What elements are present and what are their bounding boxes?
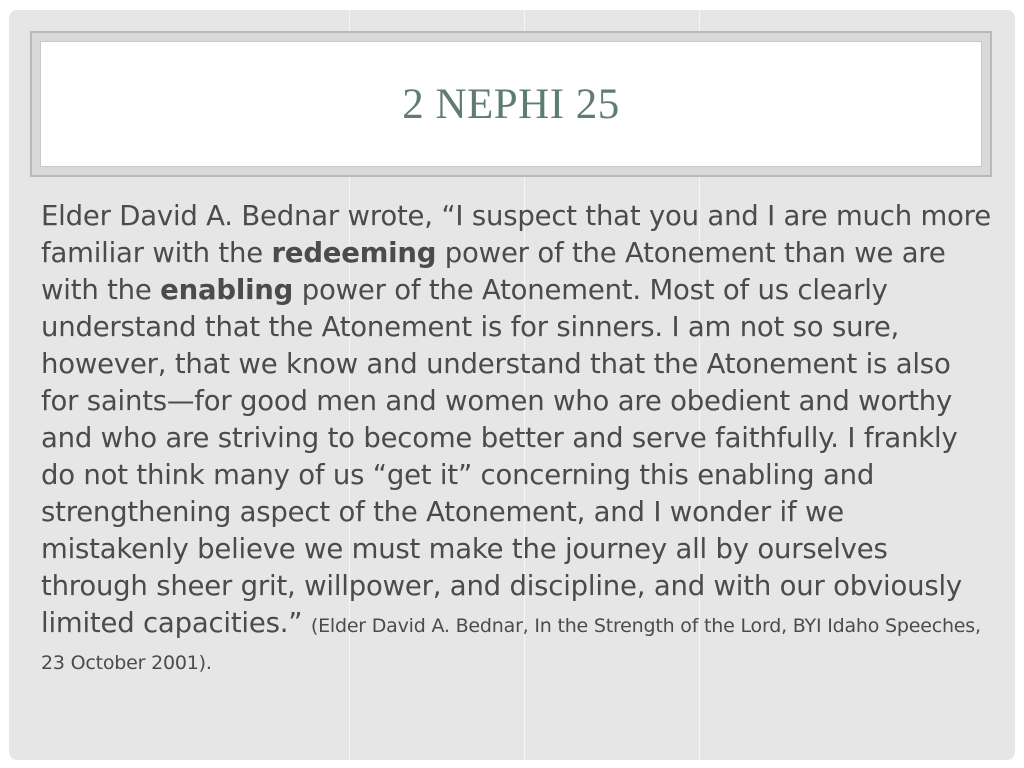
quote-citation: (Elder David A. Bednar, In the Strength of the Lord, BYI Idaho Speeches, 23 October 2001). (41, 615, 981, 674)
quote-text: power of the Atonement than we are with the (41, 237, 946, 306)
quote-body (41, 198, 991, 679)
quote-text: power of the Atonement. Most of us clearly understand that the Atonement is for sinners. I am not so sure, however, that we know and understand that the Atonement is also for saints—for good men and women who are obedient and worthy and who are striving to become better and serve faithfully. I frankly do not think many of us “get it” concerning this enabling and strengthening aspect of the Atonement, and I wonder if we mistakenly believe we must make the journey all by ourselves through sheer grit, willpower, and discipline, and with our obviously limited capacities.” (41, 274, 962, 639)
quote-text: Elder David A. Bednar wrote, “I suspect that you and I are much more familiar with the (41, 200, 991, 269)
title-box (40, 41, 982, 167)
quote-emphasis-enabling: enabling (160, 274, 294, 306)
slide-title: 2 NEPHI 25 (402, 80, 620, 128)
title-frame (30, 31, 992, 177)
quote-emphasis-redeeming: redeeming (271, 237, 437, 269)
slide (9, 10, 1015, 760)
